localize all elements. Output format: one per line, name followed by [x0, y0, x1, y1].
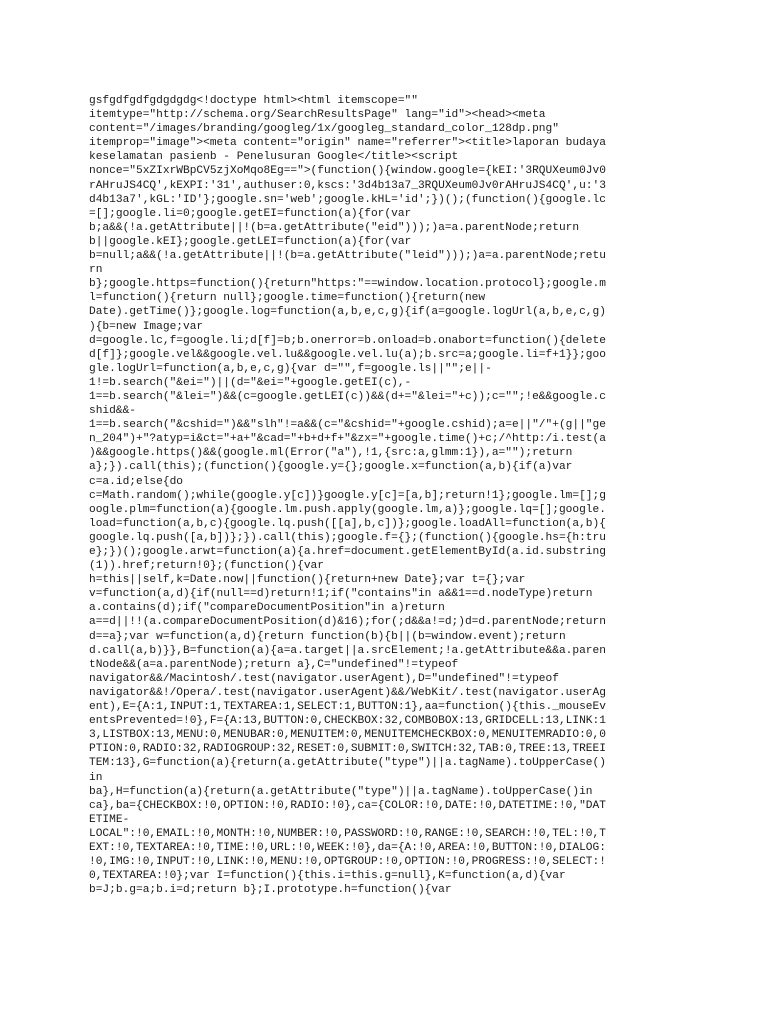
text-line: gle.logUrl=function(a,b,e,c,g){var d="",f=google.ls||"";e||- — [89, 362, 492, 375]
text-line: keselamatan pasienb - Penelusuran Google</title><script — [89, 151, 459, 164]
text-line: 0,TEXTAREA:!0};var I=function(){this.i=this.g=null},K=function(a,d){var — [89, 870, 566, 883]
document-page — [89, 94, 677, 954]
text-line: google.lq.push([a,b])};}).call(this);google.f={};(function(){google.hs={h:tru — [89, 531, 606, 544]
text-line: h=this||self,k=Date.now||function(){return+new Date};var t={};var — [89, 574, 526, 587]
text-line: rn — [89, 264, 103, 277]
text-line: d=google.lc,f=google.li;d[f]=b;b.onerror=b.onload=b.onabort=function(){delete — [89, 334, 606, 347]
text-line: Date).getTime()};google.log=function(a,b,e,c,g){if(a=google.logUrl(a,b,e,c,g) — [89, 306, 606, 319]
text-line: c=a.id;else{do — [89, 475, 183, 488]
text-line: TEM:13},G=function(a){return(a.getAttribute("type")||a.tagName).toUpperCase() — [89, 757, 606, 770]
text-line: 1==b.search("&cshid=")&&"slh"!=a&&(c="&cshid="+google.cshid);a=e||"/"+(g||"ge — [89, 419, 606, 432]
text-line: d4b13a7',kGL:'ID'};google.sn='web';google.kHL='id';})();(function(){google.lc — [89, 193, 606, 206]
text-line: 1!=b.search("&ei=")||(d="&ei="+google.getEI(c),- — [89, 376, 412, 389]
text-line: load=function(a,b,c){google.lq.push([[a],b,c])};google.loadAll=function(a,b){ — [89, 517, 606, 530]
text-line: rAHruJS4CQ',kEXPI:'31',authuser:0,kscs:'3d4b13a7_3RQUXeum0Jv0rAHruJS4CQ',u:'3 — [89, 179, 606, 192]
text-line: content="/images/branding/googleg/1x/googleg_standard_color_128dp.png" — [89, 123, 559, 136]
text-line: nonce="5xZIxrWBpCV5zjXoMqo8Eg==">(function(){window.google={kEI:'3RQUXeum0Jv0 — [89, 165, 606, 178]
text-line: =[];google.li=0;google.getEI=function(a){for(var — [89, 207, 412, 220]
text-line: ba},H=function(a){return(a.getAttribute("type")||a.tagName).toUpperCase()in — [89, 785, 593, 798]
text-line: EXT:!0,TEXTAREA:!0,TIME:!0,URL:!0,WEEK:!0},da={A:!0,AREA:!0,BUTTON:!0,DIALOG: — [89, 841, 606, 854]
text-line: oogle.plm=function(a){google.lm.push.apply(google.lm,a)};google.lq=[];google. — [89, 503, 606, 516]
text-line: ETIME- — [89, 813, 130, 826]
text-line: gsfgdfgdfgdgdgdg<!doctype html><html itemscope="" — [89, 95, 418, 107]
text-line: itemprop="image"><meta content="origin" name="referrer"><title>laporan budaya — [89, 137, 606, 150]
text-line: l=function(){return null};google.time=function(){return(new — [89, 292, 486, 305]
text-line: in — [89, 771, 103, 784]
text-line: 1==b.search("&lei=")&&(c=google.getLEI(c))&&(d+="&lei="+c));c="";!e&&google.c — [89, 390, 606, 403]
text-line: v=function(a,d){if(null==d)return!1;if("contains"in a&&1==d.nodeType)return — [89, 588, 593, 601]
text-line: navigator&&!/Opera/.test(navigator.userAgent)&&/WebKit/.test(navigator.userAg — [89, 686, 606, 699]
text-line: b;a&&(!a.getAttribute||!(b=a.getAttribute("eid")));)a=a.parentNode;return — [89, 221, 580, 234]
text-line: b=null;a&&(!a.getAttribute||!(b=a.getAttribute("leid")));)a=a.parentNode;retu — [89, 250, 606, 263]
text-line: shid&&- — [89, 405, 136, 418]
text-line: c=Math.random();while(google.y[c])}google.y[c]=[a,b];return!1};google.lm=[];g — [89, 489, 606, 502]
text-line: ent),E={A:1,INPUT:1,TEXTAREA:1,SELECT:1,BUTTON:1},aa=function(){this._mouseEv — [89, 701, 606, 714]
text-line: d==a};var w=function(a,d){return function(b){b||(b=window.event);return — [89, 630, 566, 643]
text-line: )&&google.https()&&(google.ml(Error("a"),!1,{src:a,glmm:1}),a="");return — [89, 447, 573, 460]
text-line: a.contains(d);if("compareDocumentPosition"in a)return — [89, 602, 445, 615]
text-line: ){b=new Image;var — [89, 320, 204, 333]
text-line: !0,IMG:!0,INPUT:!0,LINK:!0,MENU:!0,OPTGROUP:!0,OPTION:!0,PROGRESS:!0,SELECT:! — [89, 856, 606, 869]
text-line: itemtype="http://schema.org/SearchResultsPage" lang="id"><head><meta — [89, 109, 546, 122]
text-line: n_204")+"?atyp=i&ct="+a+"&cad="+b+d+f+"&zx="+google.time()+c;/^http:/i.test(a — [89, 433, 606, 446]
text-line: (1)).href;return!0};(function(){var — [89, 560, 324, 573]
text-line: e};})();google.arwt=function(a){a.href=document.getElementById(a.id.substring — [89, 546, 606, 558]
text-line: LOCAL":!0,EMAIL:!0,MONTH:!0,NUMBER:!0,PASSWORD:!0,RANGE:!0,SEARCH:!0,TEL:!0,T — [89, 827, 606, 840]
text-line: navigator&&/Macintosh/.test(navigator.userAgent),D="undefined"!=typeof — [89, 672, 559, 685]
text-line: ca},ba={CHECKBOX:!0,OPTION:!0,RADIO:!0},ca={COLOR:!0,DATE:!0,DATETIME:!0,"DAT — [89, 799, 606, 812]
text-line: d[f]};google.vel&&google.vel.lu&&google.vel.lu(a);b.src=a;google.li=f+1}};goo — [89, 348, 606, 361]
text-line: entsPrevented=!0},F={A:13,BUTTON:0,CHECKBOX:32,COMBOBOX:13,GRIDCELL:13,LINK:1 — [89, 715, 606, 728]
text-line: b};google.https=function(){return"https:"==window.location.protocol};google.m — [89, 278, 606, 291]
text-line: 3,LISTBOX:13,MENU:0,MENUBAR:0,MENUITEM:0,MENUITEMCHECKBOX:0,MENUITEMRADIO:0,0 — [89, 729, 606, 742]
text-line: a};}).call(this);(function(){google.y={};google.x=function(a,b){if(a)var — [89, 461, 573, 474]
text-line: a==d||!!(a.compareDocumentPosition(d)&16);for(;d&&a!=d;)d=d.parentNode;return — [89, 616, 606, 629]
text-line: d.call(a,b)}},B=function(a){a=a.target||a.srcElement;!a.getAttribute&&a.paren — [89, 644, 606, 657]
text-line: tNode&&(a=a.parentNode);return a},C="undefined"!=typeof — [89, 658, 459, 671]
text-line: b=J;b.g=a;b.i=d;return b};I.prototype.h=function(){var — [89, 884, 452, 897]
text-line: PTION:0,RADIO:32,RADIOGROUP:32,RESET:0,SUBMIT:0,SWITCH:32,TAB:0,TREE:13,TREEI — [89, 743, 606, 756]
text-line: b||google.kEI};google.getLEI=function(a){for(var — [89, 235, 412, 248]
